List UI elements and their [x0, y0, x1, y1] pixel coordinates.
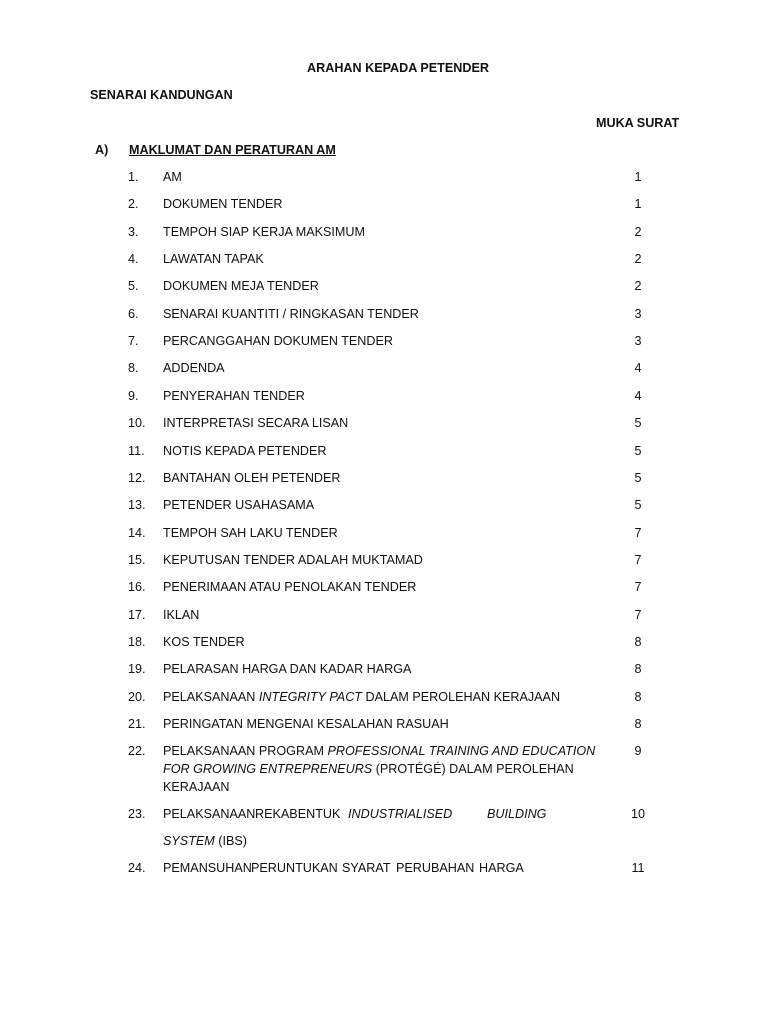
toc-item-label: PENYERAHAN TENDER — [163, 389, 305, 403]
toc-item-label: PELAKSANAAN INTEGRITY PACT DALAM PEROLEHAN KERAJAAN — [163, 690, 561, 704]
toc-item-label: INTERPRETASI SECARA LISAN — [163, 416, 349, 430]
toc-item-page: 8 — [634, 662, 642, 676]
toc-item-page: 2 — [634, 279, 642, 293]
toc-item-page: 7 — [634, 526, 642, 540]
toc-item-number: 20. — [128, 690, 146, 704]
toc-item-label-word: PELAKSANAAN — [163, 807, 256, 821]
toc-item-page: 2 — [634, 252, 642, 266]
toc-item-label: PELARASAN HARGA DAN KADAR HARGA — [163, 662, 412, 676]
toc-item-label: IKLAN — [163, 608, 200, 622]
toc-item-number: 9. — [128, 389, 139, 403]
section-title: MAKLUMAT DAN PERATURAN AM — [129, 143, 336, 157]
toc-item-number: 22. — [128, 744, 146, 758]
toc-item-label: ADDENDA — [163, 361, 225, 375]
toc-item-number: 1. — [128, 170, 139, 184]
toc-item-label-line1: PELAKSANAAN PROGRAM PROFESSIONAL TRAINING AND EDUCATION — [163, 744, 596, 758]
toc-item-page: 11 — [631, 861, 645, 875]
toc-item-label-word: REKABENTUK — [255, 807, 341, 821]
toc-item-label-line3: KERAJAAN — [163, 780, 230, 794]
toc-item-page: 4 — [634, 361, 642, 375]
toc-item-label: PENERIMAAN ATAU PENOLAKAN TENDER — [163, 580, 417, 594]
toc-item-page: 7 — [634, 580, 642, 594]
toc-item-page: 2 — [634, 225, 642, 239]
toc-item-page: 9 — [634, 744, 642, 758]
toc-item-number: 17. — [128, 608, 146, 622]
toc-item-label: DOKUMEN MEJA TENDER — [163, 279, 319, 293]
toc-item-label: PETENDER USAHASAMA — [163, 498, 315, 512]
toc-item-page: 3 — [634, 307, 642, 321]
toc-item-number: 3. — [128, 225, 139, 239]
toc-item-number: 21. — [128, 717, 146, 731]
toc-item-page: 3 — [634, 334, 642, 348]
toc-item-page: 8 — [634, 717, 642, 731]
toc-item-label-line2: SYSTEM (IBS) — [163, 834, 247, 848]
toc-item-page: 5 — [634, 498, 642, 512]
toc-item-number: 12. — [128, 471, 146, 485]
toc-item-page: 8 — [634, 690, 642, 704]
toc-item-number: 11. — [128, 444, 145, 458]
document-title: ARAHAN KEPADA PETENDER — [307, 61, 489, 75]
toc-item-label: NOTIS KEPADA PETENDER — [163, 444, 327, 458]
toc-item-page: 7 — [634, 553, 642, 567]
section-letter: A) — [95, 143, 109, 157]
toc-item-number: 19. — [128, 662, 146, 676]
toc-item-label: KOS TENDER — [163, 635, 245, 649]
toc-item-label: PERINGATAN MENGENAI KESALAHAN RASUAH — [163, 717, 449, 731]
toc-item-page: 4 — [634, 389, 642, 403]
toc-item-number: 5. — [128, 279, 139, 293]
toc-item-label-word: BUILDING — [487, 807, 547, 821]
toc-item-label: DOKUMEN TENDER — [163, 197, 283, 211]
toc-item-label-word: PEMANSUHAN — [163, 861, 252, 875]
toc-item-number: 2. — [128, 197, 139, 211]
page-column-header: MUKA SURAT — [596, 116, 680, 130]
toc-item-page: 5 — [634, 444, 642, 458]
toc-item-number: 24. — [128, 861, 146, 875]
toc-item-number: 10. — [128, 416, 146, 430]
toc-item-label-word: HARGA — [479, 861, 524, 875]
toc-item-number: 7. — [128, 334, 139, 348]
toc-item-number: 13. — [128, 498, 146, 512]
toc-item-page: 10 — [630, 807, 645, 821]
toc-item-label-word: INDUSTRIALISED — [348, 807, 453, 821]
toc-item-page: 8 — [634, 635, 642, 649]
toc-item-label: SENARAI KUANTITI / RINGKASAN TENDER — [163, 307, 419, 321]
toc-item-page: 5 — [634, 471, 642, 485]
toc-item-page: 1 — [634, 170, 642, 184]
toc-item-label: TEMPOH SAH LAKU TENDER — [163, 526, 338, 540]
toc-item-number: 8. — [128, 361, 139, 375]
toc-item-label-word: PERUNTUKAN — [251, 861, 338, 875]
toc-item-label: KEPUTUSAN TENDER ADALAH MUKTAMAD — [163, 553, 423, 567]
toc-item-label-line2: FOR GROWING ENTREPRENEURS (PROTÉGÉ) DALAM PEROLEHAN — [163, 762, 574, 776]
toc-item-number: 14. — [128, 526, 146, 540]
toc-item-page: 5 — [634, 416, 642, 430]
toc-item-label: LAWATAN TAPAK — [163, 252, 264, 266]
table-of-contents-heading: SENARAI KANDUNGAN — [90, 88, 233, 102]
toc-item-label: TEMPOH SIAP KERJA MAKSIMUM — [163, 225, 366, 239]
toc-item-number: 15. — [128, 553, 146, 567]
toc-item-number: 16. — [128, 580, 146, 594]
toc-item-page: 7 — [634, 608, 642, 622]
toc-item-label: PERCANGGAHAN DOKUMEN TENDER — [163, 334, 393, 348]
toc-item-label-word: SYARAT — [342, 861, 391, 875]
toc-item-number: 6. — [128, 307, 139, 321]
toc-item-page: 1 — [634, 197, 642, 211]
toc-item-number: 4. — [128, 252, 139, 266]
toc-item-label-word: PERUBAHAN — [396, 861, 475, 875]
toc-item-label: BANTAHAN OLEH PETENDER — [163, 471, 341, 485]
toc-item-label: AM — [163, 170, 182, 184]
toc-item-number: 23. — [128, 807, 146, 821]
toc-item-number: 18. — [128, 635, 146, 649]
